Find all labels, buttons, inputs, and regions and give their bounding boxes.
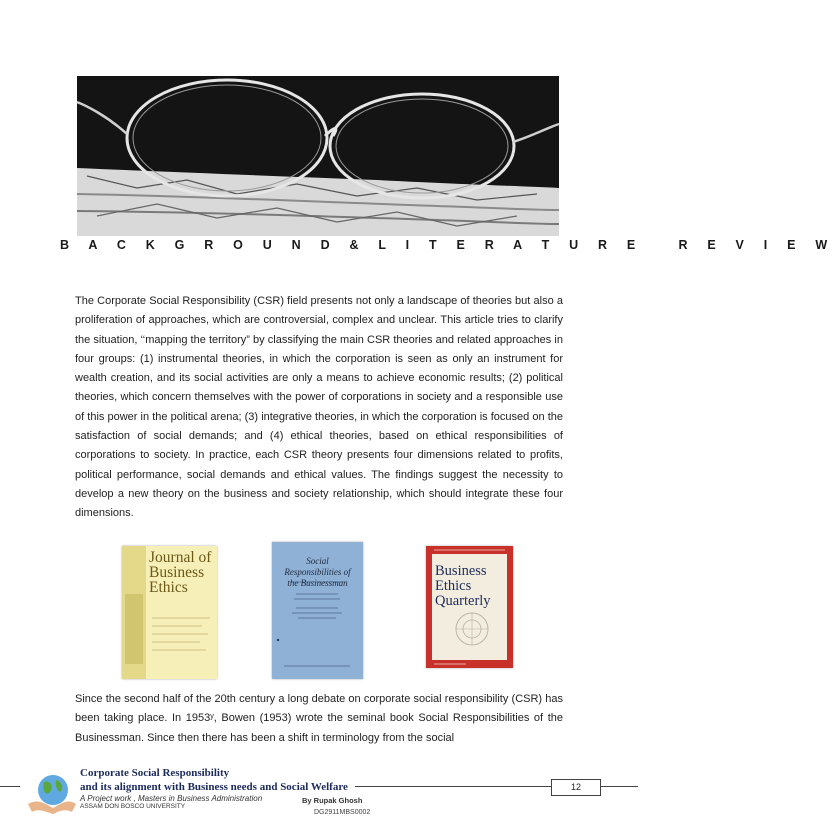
section-heading: B A C K G R O U N D & L I T E R A T U R E R E V I E W [60,238,835,252]
csr-theories-paragraph: The Corporate Social Responsibility (CSR) field presents not only a landscape of theories but also a proliferation of approaches, which are controversial, complex and unclear. This article tries to clarify the situation, ‘‘mapping the territory” by classifying the main CSR theories and related approaches in four groups: (1) instrumental theories, in which the corporation is seen as only an instrument for wealth creation, and its social activities are only a means to achieve economic results; (2) political theories, which concern themselves with the power of corporations in society and a responsible use of this power in the political arena; (3) integrative theories, in which the corporation is focused on the satisfaction of social demands; and (4) ethical theories, based on ethical responsibilities of corporations to society. In practice, each CSR theory presents four dimensions related to profits, political performance, social demands and ethical values. The findings suggest the necessity to develop a new theory on the business and society relationship, which should integrate these four dimensions. [75,295,563,520]
journal-cover-title: Journal of Business Ethics [149,549,212,596]
globe-hands-logo-icon [26,770,78,816]
page-number: 12 [551,779,601,796]
footer-title-line1: Corporate Social Responsibility [80,767,230,779]
footer-rule-middle [355,786,551,787]
spectacles-photo [77,76,559,236]
footer-university: ASSAM DON BOSCO UNIVERSITY [80,803,186,810]
business-ethics-quarterly-cover [426,546,513,668]
social-responsibilities-book-cover [272,542,363,679]
quarterly-cover-title: Business Ethics Quarterly [435,563,491,609]
footer-author: By Rupak Ghosh [302,796,363,805]
footer-rule-right [601,786,638,787]
footer-student-code: DG2911MBS0002 [314,809,371,816]
footer-project-line: A Project work , Masters in Business Administration [80,794,263,803]
csr-history-paragraph: Since the second half of the 20th century a long debate on corporate social responsibility (CSR) has been taking place. In 1953ʸ, Bowen (1953) wrote the seminal book Social Responsibilities of the Businessman. Since then there has been a shift in terminology from the social [75,693,563,744]
footer-rule-left [0,786,20,787]
journal-of-business-ethics-cover [122,546,217,679]
footer-title-line2: and its alignment with Business needs and Social Welfare [80,781,348,793]
book-cover-title: Social Responsibilities of the Businessman [284,556,351,588]
